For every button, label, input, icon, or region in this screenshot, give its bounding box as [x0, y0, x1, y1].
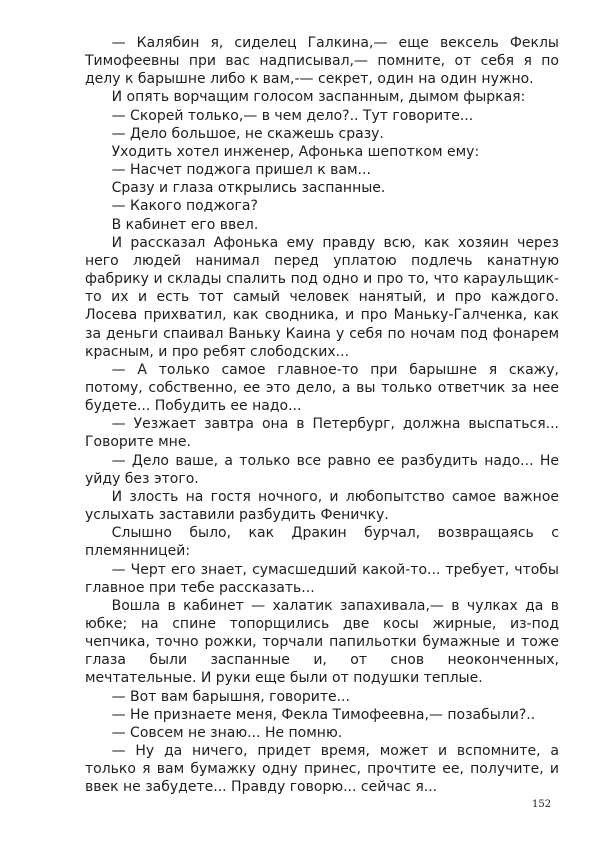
paragraph: Сразу и глаза открылись заспанные.: [111, 180, 386, 197]
page-number: 152: [532, 799, 552, 810]
body-text: [85, 34, 559, 797]
paragraph: — Вот вам барышня, говорите...: [111, 688, 350, 705]
paragraph: — Черт его знает, сумасшедший какой-то... требует, чтобы главное при тебе рассказать...: [85, 561, 559, 596]
paragraph: И опять ворчащим голосом заспанным, дымом фыркая:: [111, 89, 526, 106]
paragraph: И злость на гостя ночного, и любопытство самое важное услыхать заставили разбудить Феничку.: [85, 488, 559, 524]
paragraph: Слышно было, как Дракин бурчал, возвращаясь с племянницей:: [85, 525, 559, 560]
paragraph: Вошла в кабинет — халатик запахивала,— в чулках да в юбке; на спине топорщились две косы жирные, из-под чепчика, точно рожки, торчали папильотки бумажные и тоже глаза были заспанные и, от снов неоконченных, мечтательные. И руки еще были от подушки теплые.: [85, 597, 559, 687]
paragraph: — А только самое главное-то при барышне я скажу, потому, собственно, ее это дело, а вы только ответчик за нее будете... Побудить ее надо...: [85, 361, 559, 415]
paragraph: — Не признаете меня, Фекла Тимофеевна,— позабыли?..: [111, 706, 536, 723]
paragraph: — Какого поджога?: [111, 198, 258, 215]
paragraph: В кабинет его ввел.: [111, 216, 259, 233]
paragraph: — Дело большое, не скажешь сразу.: [111, 125, 384, 142]
paragraph: — Скорей только,— в чем дело?.. Тут говорите...: [111, 107, 474, 124]
paragraph: — Ну да ничего, придет время, может и вспомните, а только я вам бумажку одну принес, прочтите ее, получите, и ввек не забудете... Правду говорю... сейчас я...: [85, 743, 559, 796]
paragraph: — Насчет поджога пришел к вам...: [111, 162, 371, 179]
paragraph: — Дело ваше, а только все равно ее разбудить надо... Не уйду без этого.: [85, 452, 559, 487]
paragraph: Уходить хотел инженер, Афонька шепотком ему:: [111, 143, 480, 160]
paragraph: — Уезжает завтра она в Петербург, должна выспаться... Говорите мне.: [85, 416, 559, 451]
paragraph: И рассказал Афонька ему правду всю, как хозяин через него людей нанимал перед уплатою подлечь канатную фабрику и склады спалить под одно и про то, что караульщик-то их и есть тот самый человек нанятый, и про каждого. Лосева прихватил, как сводника, и про Маньку-Галченка, как за деньги спаивал Ваньку Каина у себя по ночам под фонарем красным, и про ребят слободских...: [85, 234, 559, 360]
paragraph: — Калябин я, сиделец Галкина,— еще вексель Феклы Тимофеевны при вас надписывал,— помните, от себя я по делу к барышне либо к вам,-— секрет, один на один нужно.: [85, 35, 559, 88]
paragraph: — Совсем не знаю... Не помню.: [111, 724, 343, 741]
